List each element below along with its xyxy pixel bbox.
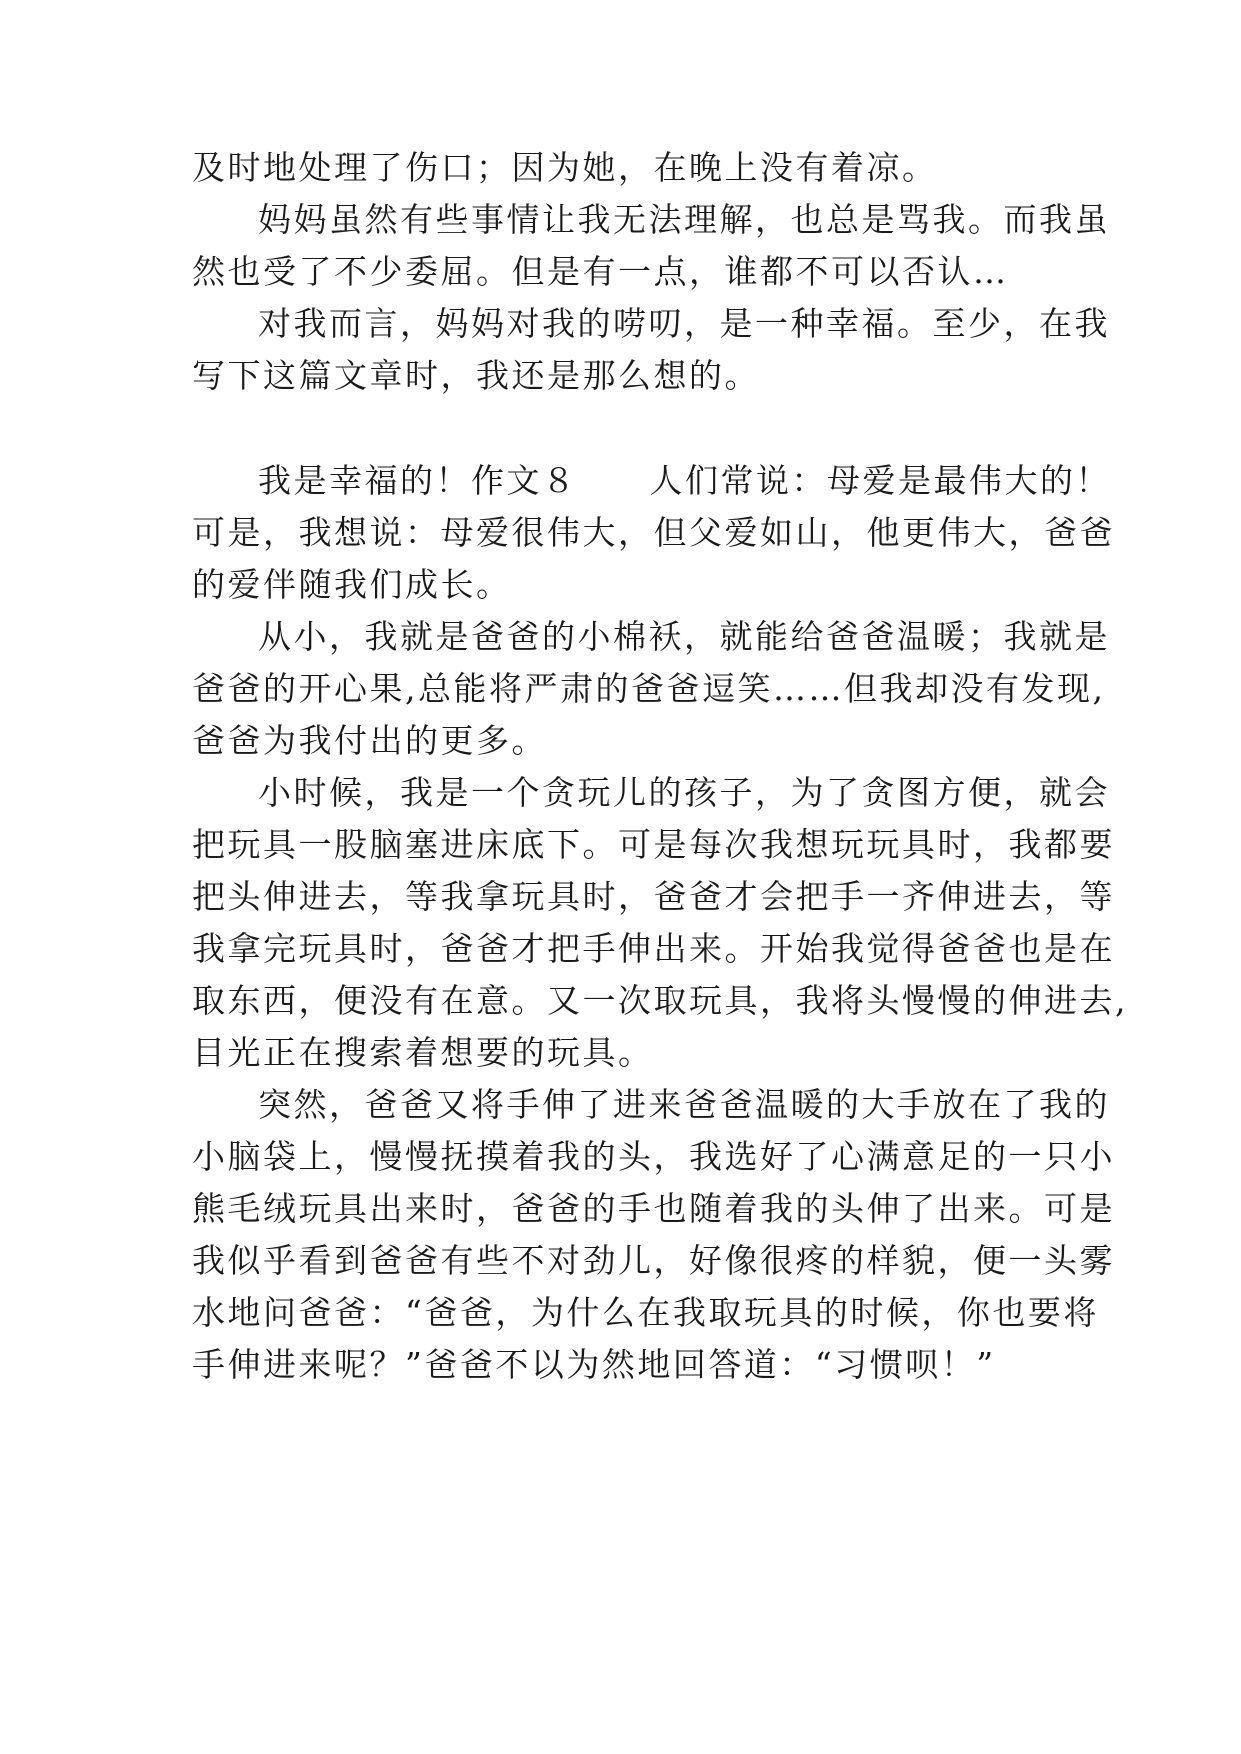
essay-section-8: [192, 455, 1128, 1391]
text-line: 小脑袋上，慢慢抚摸着我的头，我选好了心满意足的一只小: [192, 1137, 1115, 1176]
text-line: 取东西，便没有在意。又一次取玩具，我将头慢慢的伸进去,: [192, 981, 1128, 1020]
paragraph-line: 从小，我就是爸爸的小棉袄，就能给爸爸温暖；我就是: [258, 617, 1110, 656]
text-line: 可是，我想说：母爱很伟大，但父爱如山，他更伟大，爸爸: [192, 513, 1115, 552]
paragraph-line: 突然，爸爸又将手伸了进来爸爸温暖的大手放在了我的: [258, 1085, 1110, 1124]
text-line: 写下这篇文章时，我还是那么想的。: [192, 356, 760, 395]
section-title: 我是幸福的！作文８: [258, 461, 578, 500]
text-line: 爸爸为我付出的更多。: [192, 721, 547, 760]
text-line: 目光正在搜索着想要的玩具。: [192, 1033, 654, 1072]
text-line: 把头伸进去，等我拿玩具时，爸爸才会把手一齐伸进去，等: [192, 877, 1115, 916]
first-sentence: 人们常说：母爱是最伟大的！: [649, 461, 1111, 500]
text-line: 爸爸的开心果,总能将严肃的爸爸逗笑……但我却没有发现,: [192, 669, 1106, 708]
text-line: 我拿完玩具时，爸爸才把手伸出来。开始我觉得爸爸也是在: [192, 929, 1115, 968]
text-line: 及时地处理了伤口；因为她，在晚上没有着凉。: [192, 148, 938, 187]
section-heading-line: [192, 455, 1111, 507]
paragraph-line: 妈妈虽然有些事情让我无法理解，也总是骂我。而我虽: [258, 200, 1110, 239]
paragraph-line: 小时候，我是一个贪玩儿的孩子，为了贪图方便，就会: [258, 773, 1110, 812]
paragraph-line: 对我而言，妈妈对我的唠叨，是一种幸福。至少，在我: [258, 304, 1110, 343]
text-line: 熊毛绒玩具出来时，爸爸的手也随着我的头伸了出来。可是: [192, 1189, 1115, 1228]
text-line: 把玩具一股脑塞进床底下。可是每次我想玩玩具时，我都要: [192, 825, 1115, 864]
passage-block-1: [192, 142, 1110, 402]
text-line: 水地问爸爸：“爸爸，为什么在我取玩具的时候，你也要将: [192, 1293, 1099, 1332]
text-line: 手伸进来呢？”爸爸不以为然地回答道：“习惯呗！”: [192, 1345, 996, 1384]
text-line: 的爱伴随我们成长。: [192, 565, 512, 604]
text-line: 然也受了不少委屈。但是有一点，谁都不可以否认…: [192, 252, 1009, 291]
text-line: 我似乎看到爸爸有些不对劲儿，好像很疼的样貌，便一头雾: [192, 1241, 1115, 1280]
